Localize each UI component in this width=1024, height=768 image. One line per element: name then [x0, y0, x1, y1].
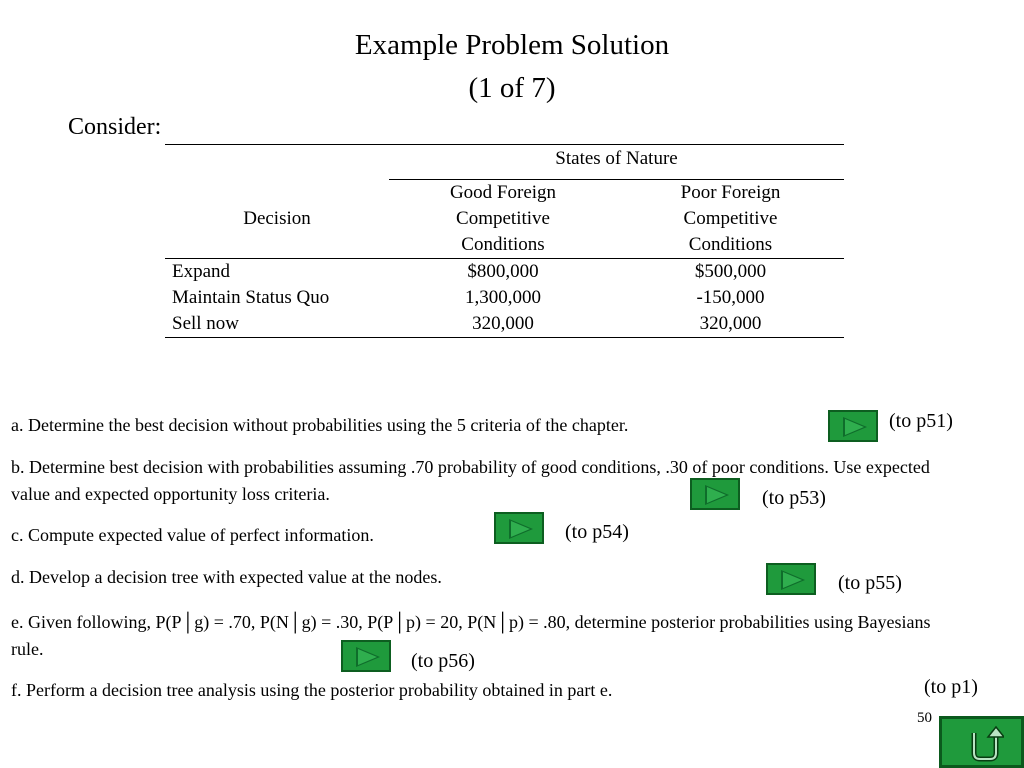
forward-button-p55[interactable]	[766, 563, 816, 595]
play-arrow-icon	[356, 647, 380, 667]
good-conditions-header: Good Foreign Competitive Conditions	[449, 182, 557, 255]
row-poor-sell: 320,000	[699, 313, 762, 334]
consider-label: Consider:	[68, 114, 162, 140]
row-good-expand: $800,000	[467, 261, 539, 282]
return-arrow-icon	[964, 723, 1004, 763]
play-arrow-icon	[843, 417, 867, 437]
link-to-p54[interactable]: (to p54)	[565, 521, 629, 543]
question-d: d. Develop a decision tree with expected value at the nodes.	[11, 567, 442, 587]
forward-button-p53[interactable]	[690, 478, 740, 510]
question-b: b. Determine best decision with probabilities assuming .70 probability of good conditions, .30 of poor conditions. Use expected value and expected opportunity loss criteria.	[11, 457, 930, 504]
row-poor-expand: $500,000	[694, 261, 767, 282]
play-arrow-icon	[781, 570, 805, 590]
forward-button-p56[interactable]	[341, 640, 391, 672]
row-decision-expand: Expand	[172, 261, 231, 282]
question-f: f. Perform a decision tree analysis using the posterior probability obtained in part e.	[11, 680, 613, 700]
question-e: e. Given following, P(P│g) = .70, P(N│g) = .30, P(P│p) = 20, P(N│p) = .80, determine posterior probabilities using Bayesians rule.	[11, 612, 931, 659]
row-good-sell: 320,000	[472, 313, 534, 334]
link-to-p55[interactable]: (to p55)	[838, 572, 902, 594]
link-to-p1[interactable]: (to p1)	[924, 676, 978, 698]
poor-conditions-header: Poor Foreign Competitive Conditions	[680, 182, 781, 255]
decision-header: Decision	[243, 208, 311, 229]
return-button[interactable]	[939, 716, 1024, 768]
slide-title: Example Problem Solution	[354, 29, 670, 61]
forward-button-p54[interactable]	[494, 512, 544, 544]
forward-button-p51[interactable]	[828, 410, 878, 442]
table-top-rule	[165, 144, 844, 145]
slide-subtitle: (1 of 7)	[468, 72, 556, 104]
link-to-p56[interactable]: (to p56)	[411, 650, 475, 672]
row-poor-maintain: -150,000	[696, 287, 765, 308]
table-bottom-rule	[165, 337, 844, 338]
row-good-maintain: 1,300,000	[465, 287, 541, 308]
play-arrow-icon	[509, 519, 533, 539]
page-number: 50	[917, 710, 932, 726]
states-of-nature-header: States of Nature	[555, 148, 678, 169]
link-to-p51[interactable]: (to p51)	[889, 410, 953, 432]
row-decision-sell: Sell now	[172, 313, 240, 334]
question-c: c. Compute expected value of perfect information.	[11, 525, 374, 545]
row-decision-maintain: Maintain Status Quo	[172, 287, 330, 308]
question-a: a. Determine the best decision without probabilities using the 5 criteria of the chapter.	[11, 415, 629, 435]
link-to-p53[interactable]: (to p53)	[762, 487, 826, 509]
play-arrow-icon	[705, 485, 729, 505]
